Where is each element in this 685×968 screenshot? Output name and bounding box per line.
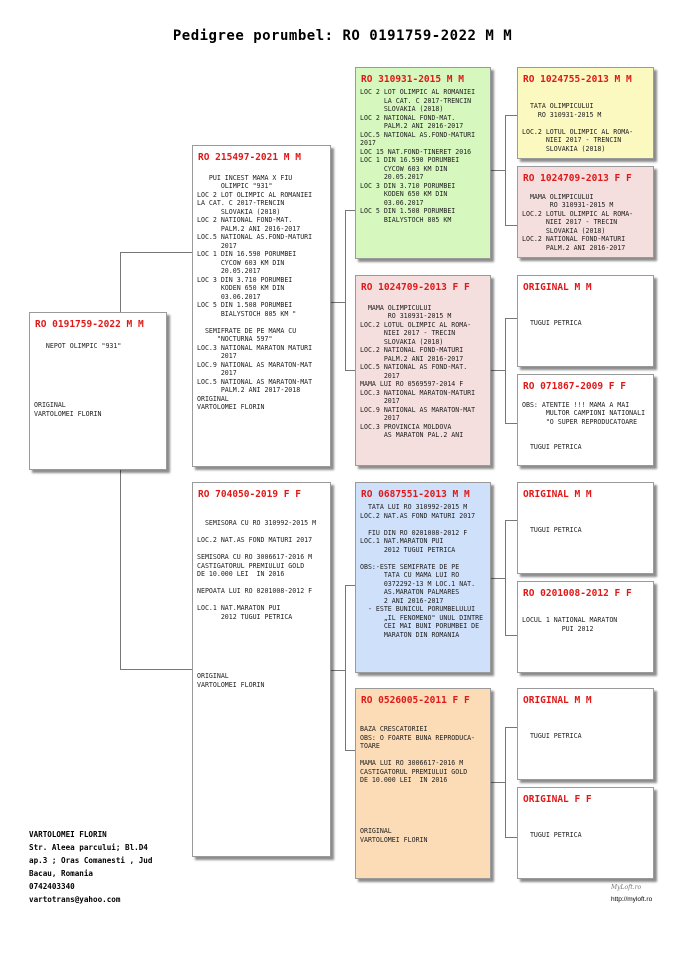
note-line xyxy=(34,333,162,342)
note-line: BIALYSTOCH 805 KM " xyxy=(197,309,297,318)
note-line: CEI MAI BUNI PORUMBEI DE xyxy=(360,622,480,630)
connector xyxy=(505,225,517,226)
note-line: CASTIGATORUL PREMIULUI GOLD xyxy=(197,561,305,570)
note-line xyxy=(360,520,486,529)
note-line xyxy=(360,708,486,717)
note-line: LOC 2 NATIONAL FOND-MAT. xyxy=(197,216,293,224)
note-line: CYCOW 603 KM DIN xyxy=(360,164,448,173)
note-line: NIEI 2017 - TRECIN xyxy=(522,218,618,226)
note-line: LOC.9 NATIONAL AS MARATON-MAT xyxy=(197,360,313,369)
note-line: TUGUI PETRICA xyxy=(522,443,582,451)
connector xyxy=(345,750,355,751)
connector xyxy=(120,252,192,253)
note-line: 03.06.2017 xyxy=(197,292,261,301)
connector xyxy=(331,670,345,671)
note-line: - ESTE BUNICUL PORUMBELULUI xyxy=(360,605,476,613)
note-line: PALM.2 ANI 2016-2017 xyxy=(360,354,464,363)
connector xyxy=(345,585,355,586)
note-line xyxy=(522,500,649,509)
note-line: VARTOLOMEI FLORIN xyxy=(34,409,102,418)
note-line: LA CAT. C 2017-TRENCIN xyxy=(360,96,472,105)
connector xyxy=(505,727,506,837)
pedigree-card-ff-father xyxy=(517,67,654,159)
breeder-contact xyxy=(29,828,152,906)
ring-number: RO 215497-2021 M M xyxy=(198,152,301,163)
note-line: LOC 1 DIN 16.590 PORUMBEI xyxy=(360,156,460,164)
ring-number: RO 1024709-2013 F F xyxy=(361,282,470,293)
connector xyxy=(505,837,517,838)
note-line xyxy=(197,664,326,673)
note-line xyxy=(197,511,326,520)
pedigree-card-mother xyxy=(192,482,331,857)
note-line xyxy=(522,85,649,94)
note-line: MAMA LUI RO 0569597-2014 F xyxy=(360,380,464,388)
note-line xyxy=(197,655,326,664)
note-line: LOC 3 DIN 3.710 PORUMBEI xyxy=(360,181,456,190)
card-notes xyxy=(356,706,490,844)
note-line xyxy=(522,310,649,319)
pedigree-card-fm-father xyxy=(517,275,654,367)
note-line xyxy=(197,318,326,327)
connector xyxy=(505,520,517,521)
note-line: OBS: ATENTIE !!! MAMA A MAI xyxy=(522,400,630,409)
ring-number: RO 0526005-2011 F F xyxy=(361,695,470,706)
note-line: LOCUL 1 NATIONAL MARATON xyxy=(522,616,618,624)
address-line: Str. Aleea parcului; Bl.D4 xyxy=(29,843,148,852)
connector xyxy=(505,727,517,728)
note-line xyxy=(522,723,649,732)
note-line xyxy=(34,384,162,393)
note-line: SLOVAKIA (2018) xyxy=(522,144,606,153)
site-link[interactable]: http://myloft.ro xyxy=(611,896,653,903)
note-line: LOC.2 LOTUL OLIMPIC AL ROMA- xyxy=(522,127,634,136)
connector xyxy=(491,170,505,171)
note-line xyxy=(360,751,486,760)
note-line xyxy=(360,717,486,726)
note-line: LOC.2 LOTUL OLIMPIC AL ROMA- xyxy=(360,320,472,329)
card-notes xyxy=(356,293,490,440)
note-line xyxy=(360,554,486,563)
note-line: OBS: O FOARTE BUNA REPRODUCA- xyxy=(360,733,476,742)
note-line xyxy=(360,793,486,802)
note-line xyxy=(522,184,649,193)
note-line: ORIGINAL xyxy=(197,394,229,403)
card-notes xyxy=(518,500,653,534)
pedigree-card-father xyxy=(192,145,331,467)
note-line xyxy=(360,295,486,304)
connector xyxy=(331,302,345,303)
note-line: LOC 2 LOT OLIMPIC AL ROMANIEI xyxy=(360,88,476,96)
note-line xyxy=(522,608,649,617)
note-line: OLIMPIC "931" xyxy=(197,182,273,190)
pedigree-card-mf-father xyxy=(517,482,654,574)
note-line: 2017 xyxy=(197,369,237,377)
note-line: NIEI 2017 - TRECIN xyxy=(360,329,456,337)
note-line: LOC 2 LOT OLIMPIC AL ROMANIEI xyxy=(197,190,313,199)
note-line xyxy=(522,302,649,311)
note-line: LOC.5 NATIONAL AS MARATON-MAT xyxy=(197,377,313,386)
ring-number: ORIGINAL F F xyxy=(523,794,592,805)
note-line: PALM.2 ANI 2016-2017 xyxy=(197,224,301,233)
note-line: CASTIGATORUL PREMIULUI GOLD xyxy=(360,767,468,776)
note-line: LOC.9 NATIONAL AS MARATON-MAT xyxy=(360,405,476,414)
note-line: LOC.1 NAT.MARATON PUI xyxy=(360,537,444,545)
connector xyxy=(505,115,517,116)
pedigree-card-fm-mother xyxy=(517,374,654,466)
note-line xyxy=(522,599,649,608)
note-line xyxy=(34,376,162,385)
note-line xyxy=(197,647,326,656)
card-notes xyxy=(193,500,330,689)
phone-number: 0742403340 xyxy=(29,882,75,891)
note-line: RO 310931-2015 M xyxy=(360,312,452,320)
note-line xyxy=(34,359,162,368)
pedigree-card-mm-mother xyxy=(517,787,654,879)
note-line: SEMIFRATE DE PE MAMA CU xyxy=(197,326,297,335)
page-title: Pedigree porumbel: RO 0191759-2022 M M xyxy=(172,28,513,44)
ring-number: RO 1024709-2013 F F xyxy=(523,173,632,184)
note-line: LOC.2 NAT.AS FOND MATURI 2017 xyxy=(360,511,476,520)
note-line xyxy=(197,502,326,511)
note-line xyxy=(360,810,486,819)
note-line: "O SUPER REPRODUCATOARE xyxy=(522,417,638,426)
note-line: 20.05.2017 xyxy=(360,173,424,181)
note-line xyxy=(197,528,326,537)
connector xyxy=(505,520,506,635)
ring-number: RO 704050-2019 F F xyxy=(198,489,301,500)
note-line: TUGUI PETRICA xyxy=(522,731,582,740)
note-line: CYCOW 603 KM DIN xyxy=(197,258,285,267)
ring-number: ORIGINAL M M xyxy=(523,695,592,706)
note-line xyxy=(522,293,649,302)
note-line: VARTOLOMEI FLORIN xyxy=(360,835,428,844)
note-line: KODEN 650 KM DIN xyxy=(197,284,285,292)
note-line xyxy=(360,802,486,811)
pedigree-card-mf-mother xyxy=(517,581,654,673)
pedigree-card-father-father xyxy=(355,67,491,259)
card-notes xyxy=(518,706,653,740)
note-line: LOC.3 PROVINCIA MOLDOVA xyxy=(360,422,452,431)
note-line xyxy=(34,350,162,359)
card-notes xyxy=(356,85,490,224)
note-line: NIEI 2017 - TRENCIN xyxy=(522,136,622,144)
note-line: SLOVAKIA (2018) xyxy=(197,207,281,216)
ring-number: ORIGINAL M M xyxy=(523,489,592,500)
note-line xyxy=(522,517,649,526)
note-line xyxy=(522,822,649,831)
note-line: TATA LUI RO 310992-2015 M xyxy=(360,503,468,511)
note-line: SLOVAKIA (2018) xyxy=(522,226,606,235)
pedigree-card-mother-father xyxy=(355,482,491,673)
note-line: NEPOATA LUI RO 0201008-2012 F xyxy=(197,587,313,595)
note-line: ORIGINAL xyxy=(34,401,66,409)
note-line: LOC.5 NATIONAL AS.FOND-MATURI xyxy=(197,233,313,241)
note-line: 2017 xyxy=(360,414,400,422)
note-line: 2017 xyxy=(197,352,237,360)
note-line: TATA OLIMPICULUI xyxy=(522,102,594,110)
note-line: LOC.5 NATIONAL AS.FOND-MATURI xyxy=(360,130,476,139)
note-line: SEMISORA CU RO 3006617-2016 M xyxy=(197,553,313,561)
note-line: DE 10.000 LEI IN 2016 xyxy=(197,570,285,578)
note-line: LOC 5 DIN 1.508 PORUMBEI xyxy=(197,301,293,309)
note-line xyxy=(34,393,162,402)
note-line: "NOCTURNA 597" xyxy=(197,335,273,343)
note-line xyxy=(522,392,649,401)
note-line: LOC.1 NAT.MARATON PUI xyxy=(197,604,281,612)
note-line xyxy=(197,579,326,588)
card-notes xyxy=(518,392,653,452)
connector xyxy=(491,578,505,579)
note-line: VARTOLOMEI FLORIN xyxy=(197,680,265,689)
note-line: ORIGINAL xyxy=(360,827,392,835)
note-line: PALM.2 ANI 2017-2018 xyxy=(197,386,301,394)
pedigree-card-subject xyxy=(29,312,167,470)
note-line: FIU DIN RO 0201008-2012 F xyxy=(360,528,468,537)
note-line xyxy=(522,706,649,715)
note-line: KODEN 650 KM DIN xyxy=(360,190,448,198)
note-line xyxy=(522,715,649,724)
note-line: NEPOT OLIMPIC "931" xyxy=(34,341,122,350)
ring-number: RO 310931-2015 M M xyxy=(361,74,464,85)
connector xyxy=(505,635,517,636)
ring-number: RO 0687551-2013 M M xyxy=(361,489,470,500)
note-line: PALM.2 ANI 2016-2017 xyxy=(522,243,626,252)
note-line: TUGUI PETRICA xyxy=(522,830,582,839)
note-line: 20.05.2017 xyxy=(197,267,261,275)
note-line: 2012 TUGUI PETRICA xyxy=(197,612,293,621)
note-line: LOC 2 NATIONAL FOND-MAT. xyxy=(360,113,456,122)
note-line: 2 ANI 2016-2017 xyxy=(360,596,444,605)
connector xyxy=(505,318,506,423)
note-line xyxy=(522,814,649,823)
card-notes xyxy=(518,184,653,252)
note-line xyxy=(197,545,326,554)
note-line: „IL FENOMENO" UNUL DINTRE xyxy=(360,613,484,622)
connector xyxy=(505,423,517,424)
note-line: BIALYSTOCH 805 KM xyxy=(360,215,452,224)
note-line: TUGUI PETRICA xyxy=(522,318,582,327)
pedigree-card-ff-mother xyxy=(517,166,654,258)
note-line xyxy=(34,367,162,376)
note-line: VARTOLOMEI FLORIN xyxy=(197,403,265,411)
note-line: PALM.2 ANI 2016-2017 xyxy=(360,122,464,130)
note-line: MULTOR CAMPIONI NATIONALI xyxy=(522,409,646,417)
note-line xyxy=(360,819,486,828)
note-line: MAMA OLIMPICULUI xyxy=(522,192,594,201)
note-line: SLOVAKIA (2018) xyxy=(360,105,444,113)
note-line: PUI 2012 xyxy=(522,624,594,633)
note-line: LOC 15 NAT.FOND-TINERET 2016 xyxy=(360,147,472,156)
connector xyxy=(491,782,505,783)
address-line: Bacau, Romania xyxy=(29,869,94,878)
connector xyxy=(345,370,355,371)
address-line: ap.3 ; Oras Comanesti , Jud xyxy=(29,856,153,865)
note-line xyxy=(197,630,326,639)
connector xyxy=(505,115,506,225)
note-line: AS.MARATON PALMARES xyxy=(360,588,460,596)
note-line xyxy=(197,165,326,174)
ring-number: RO 071867-2009 F F xyxy=(523,381,626,392)
note-line: MARATON DIN ROMANIA xyxy=(360,630,460,639)
note-line: MAMA OLIMPICULUI xyxy=(360,303,432,312)
ring-number: ORIGINAL M M xyxy=(523,282,592,293)
note-line: LA CAT. C 2017-TRENCIN xyxy=(197,199,285,207)
note-line: LOC.5 NATIONAL AS FOND-MAT. xyxy=(360,363,468,371)
connector xyxy=(345,210,346,370)
note-line: TUGUI PETRICA xyxy=(522,525,582,534)
note-line xyxy=(522,435,649,444)
note-line: MAMA LUI RO 3006617-2016 M xyxy=(360,759,464,767)
card-notes xyxy=(356,500,490,639)
note-line xyxy=(522,94,649,103)
note-line: AS MARATON PAL.2 ANI xyxy=(360,431,464,439)
pedigree-card-mm-father xyxy=(517,688,654,780)
note-line: LOC.3 NATIONAL MARATON MATURI xyxy=(197,343,313,352)
note-line: LOC 3 DIN 3.710 PORUMBEI xyxy=(197,275,293,284)
note-line xyxy=(522,509,649,518)
note-line xyxy=(197,638,326,647)
note-line: LOC.2 NATIONAL FOND-MATURI xyxy=(360,346,464,354)
card-notes xyxy=(30,330,166,418)
note-line: SEMISORA CU RO 310992-2015 M xyxy=(197,519,317,527)
note-line: LOC.2 NATIONAL FOND-MATURI xyxy=(522,235,626,243)
card-notes xyxy=(193,163,330,412)
note-line: PUI INCEST MAMA X FIU xyxy=(197,173,293,182)
note-line: 2017 xyxy=(197,241,237,250)
ring-number: RO 0201008-2012 F F xyxy=(523,588,632,599)
card-notes xyxy=(518,599,653,633)
connector xyxy=(491,370,505,371)
note-line: LOC.3 NATIONAL MARATON-MATURI xyxy=(360,388,476,397)
note-line: OBS:-ESTE SEMIFRATE DE PE xyxy=(360,562,460,571)
pedigree-card-father-mother xyxy=(355,275,491,466)
note-line: RO 310931-2015 M xyxy=(522,201,614,209)
connector xyxy=(345,210,355,211)
note-line: LOC.2 NAT.AS FOND MATURI 2017 xyxy=(197,536,313,544)
email-address: vartotrans@yahoo.com xyxy=(29,895,121,904)
note-line: TOARE xyxy=(360,742,380,750)
note-line: 0372292-13 M LOC.1 NAT. xyxy=(360,579,476,588)
note-line: ORIGINAL xyxy=(197,672,229,680)
note-line xyxy=(522,119,649,128)
note-line xyxy=(360,785,486,794)
note-line xyxy=(197,621,326,630)
note-line: RO 310931-2015 M xyxy=(522,110,602,119)
note-line: 2017 xyxy=(360,139,376,147)
note-line: 2012 TUGUI PETRICA xyxy=(360,545,456,554)
note-line xyxy=(522,426,649,435)
connector xyxy=(120,669,192,670)
signature-logo: MyLoft.ro xyxy=(611,884,642,891)
connector xyxy=(345,585,346,750)
ring-number: RO 1024755-2013 M M xyxy=(523,74,632,85)
pedigree-card-mother-mother xyxy=(355,688,491,879)
card-notes xyxy=(518,85,653,153)
note-line: SLOVAKIA (2018) xyxy=(360,337,444,346)
note-line: LOC 1 DIN 16.590 PORUMBEI xyxy=(197,250,297,258)
note-line: TATA CU MAMA LUI RO xyxy=(360,571,460,579)
connector xyxy=(505,318,517,319)
note-line: LOC 5 DIN 1.508 PORUMBEI xyxy=(360,207,456,215)
note-line: 2017 xyxy=(360,397,400,405)
breeder-name: VARTOLOMEI FLORIN xyxy=(29,830,107,839)
card-notes xyxy=(518,293,653,327)
note-line: DE 10.000 LEI IN 2016 xyxy=(360,776,448,784)
note-line: BAZA CRESCATORIEI xyxy=(360,725,428,733)
note-line xyxy=(197,596,326,605)
note-line xyxy=(522,805,649,814)
ring-number: RO 0191759-2022 M M xyxy=(35,319,144,330)
note-line: 03.06.2017 xyxy=(360,198,424,207)
note-line: LOC.2 LOTUL OLIMPIC AL ROMA- xyxy=(522,209,634,218)
card-notes xyxy=(518,805,653,839)
note-line: 2017 xyxy=(360,371,400,380)
